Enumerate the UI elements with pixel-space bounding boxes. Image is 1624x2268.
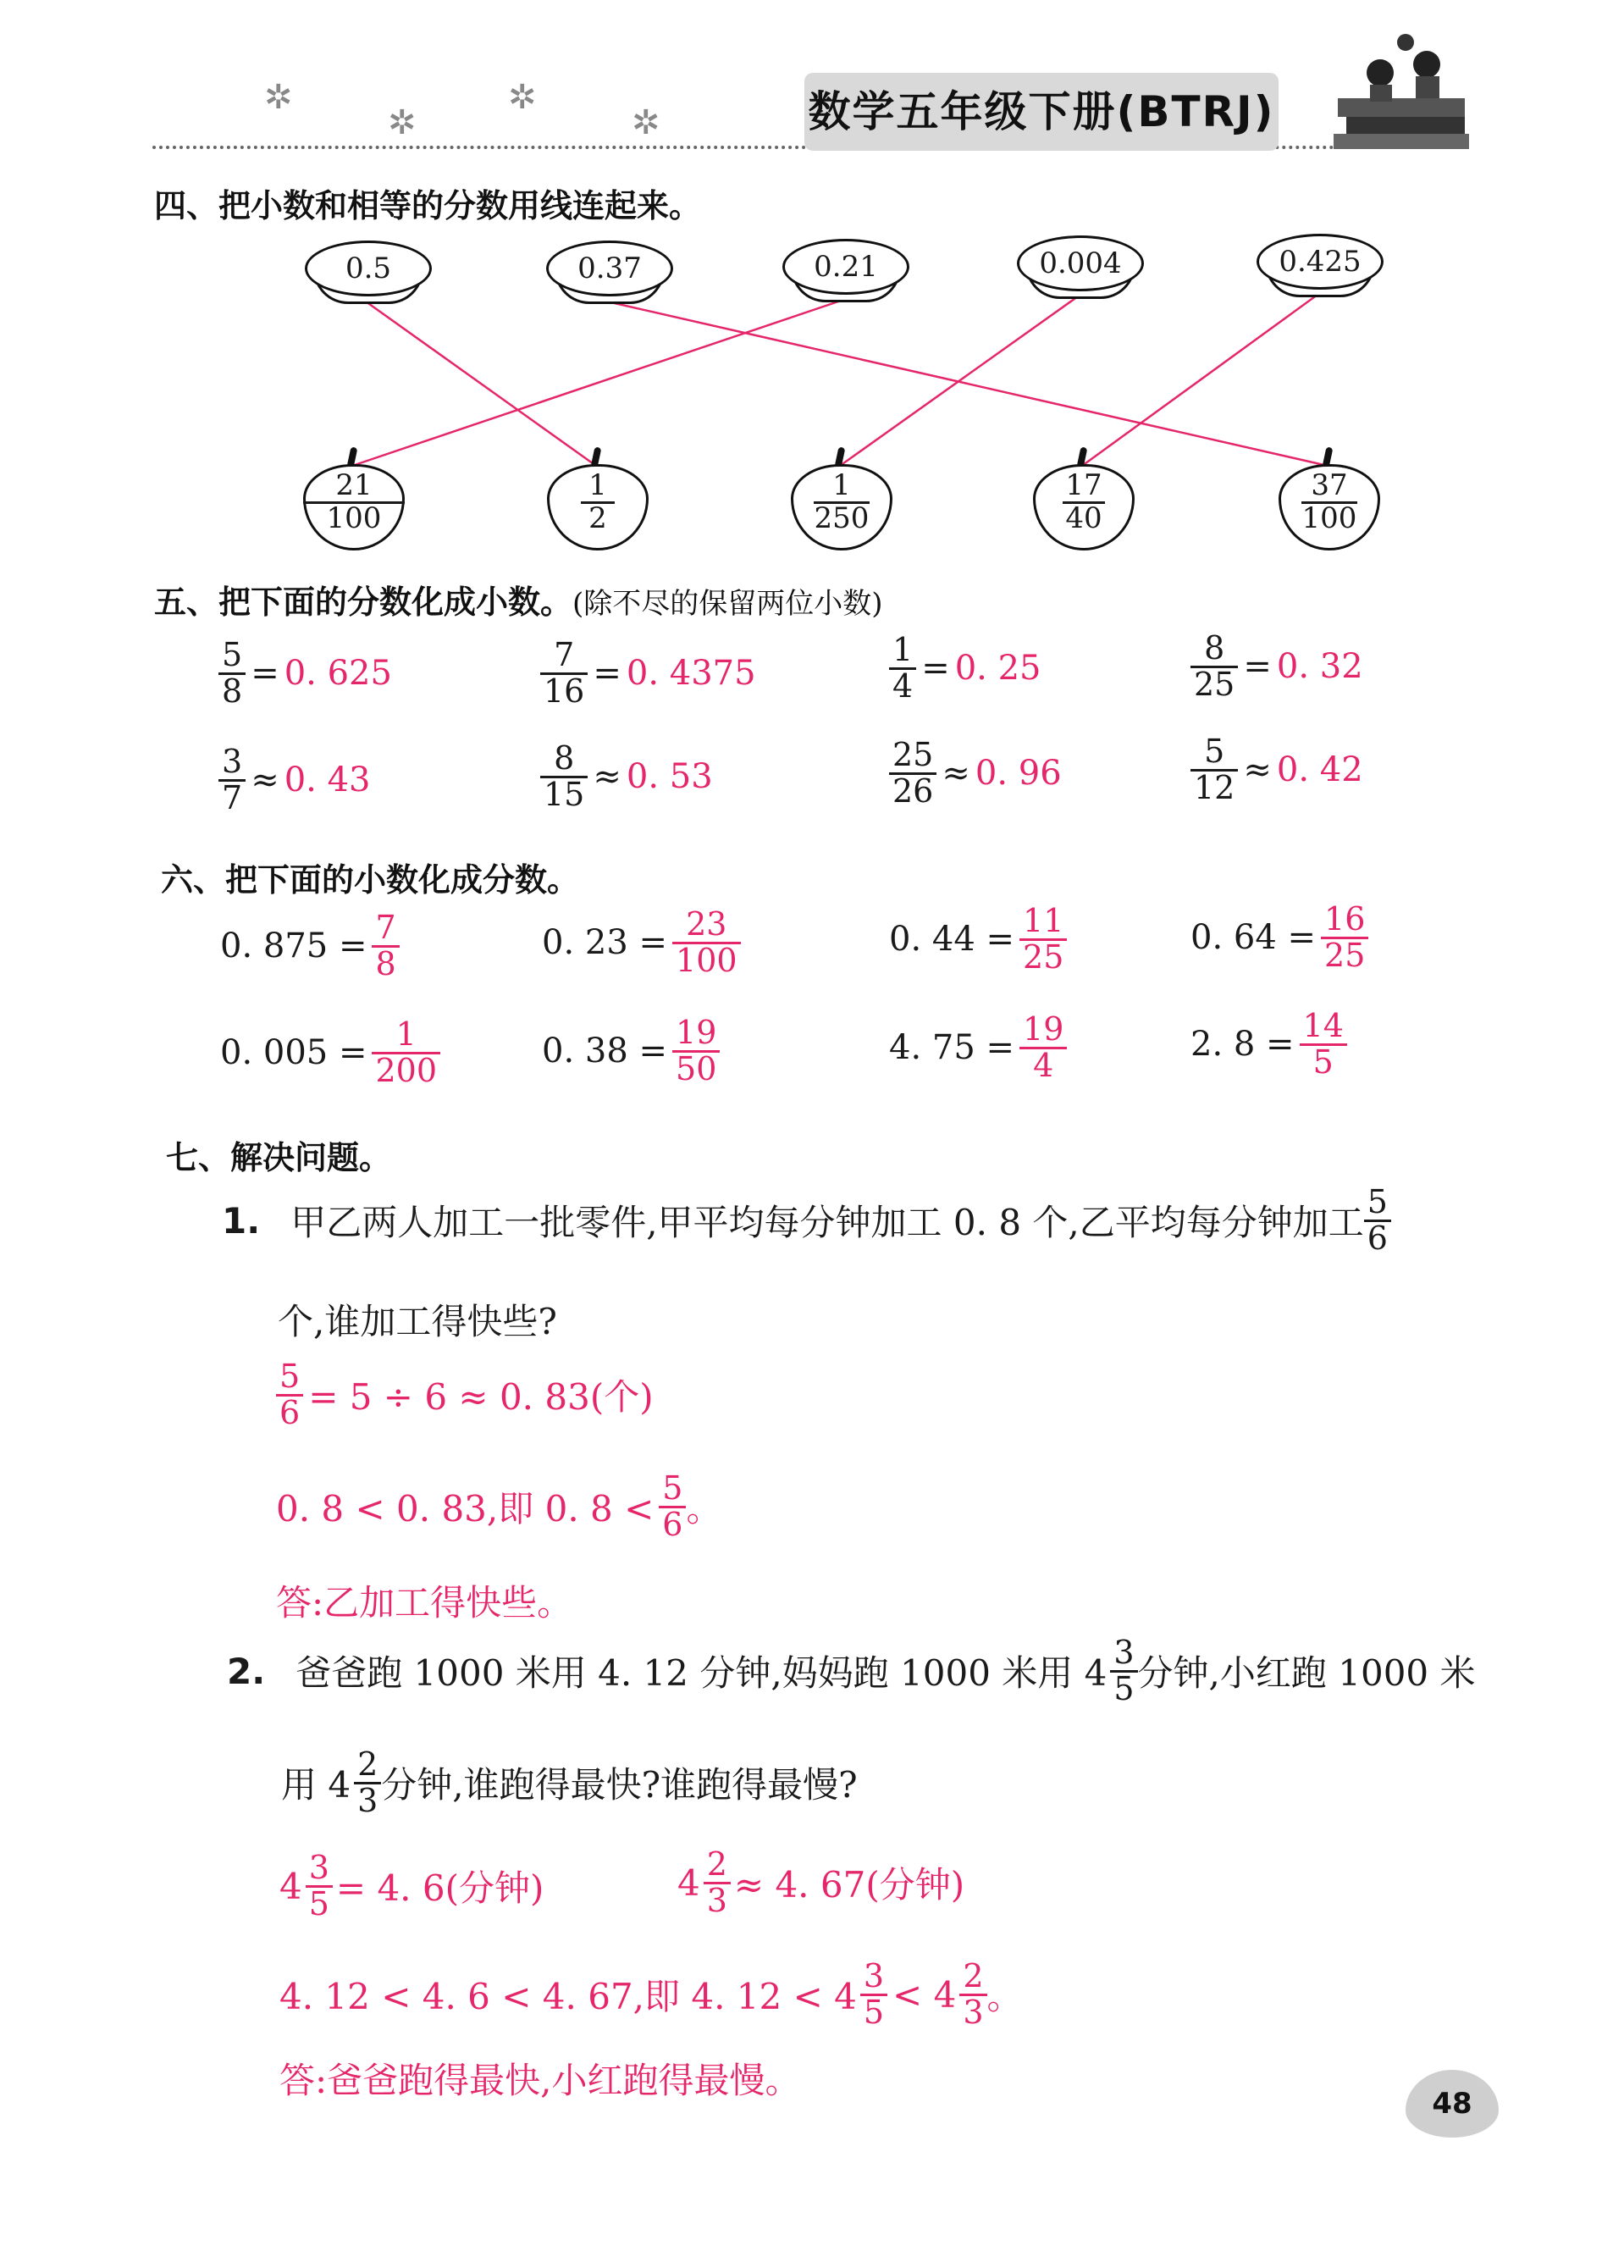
decimal-to-fraction-item: 0. 23 = $\frac{23}{100}$ [542,908,741,978]
flower-decoration-icon: ✲ [632,103,660,142]
fraction-apple: 1 2 [547,452,649,545]
decimal-bowl: 0.21 [782,239,909,301]
fraction-to-decimal-item: $\frac{8}{15}$ ≈ 0. 53 [540,742,713,812]
fraction-to-decimal-item: $\frac{3}{7}$ ≈ 0. 43 [218,745,370,816]
fraction-apple: 21 100 [303,452,405,545]
decimal-bowl: 0.5 [305,241,432,303]
decimal-to-fraction-item: 0. 64 = $\frac{16}{25}$ [1190,903,1368,973]
match-line [1082,295,1317,466]
fraction-apple: 17 40 [1033,452,1135,545]
page-number: 48 [1406,2070,1499,2138]
fraction-to-decimal-item: $\frac{7}{16}$ = 0. 4375 [540,639,756,709]
decimal-bowl: 0.37 [546,241,673,303]
fraction-to-decimal-item: $\frac{5}{8}$ = 0. 625 [218,639,392,709]
decimal-to-fraction-item: 0. 38 = $\frac{19}{50}$ [542,1016,720,1087]
fraction-to-decimal-item: $\frac{8}{25}$ = 0. 32 [1190,632,1363,702]
fraction-to-decimal-item: $\frac{1}{4}$ = 0. 25 [889,633,1041,704]
fraction-apple: 1 250 [791,452,892,545]
decimal-bowl: 0.004 [1017,235,1144,298]
match-line [352,300,843,466]
question-1-answer-step-2: 0. 8 < 0. 83,即 0. 8 < $\frac{5}{6}$ 。 [276,1469,722,1543]
flower-decoration-icon: ✲ [264,78,293,117]
match-line [366,301,596,466]
question-1-line-2: 个,谁加工得快些? [278,1301,557,1342]
question-2-line-1: 2. 爸爸跑 1000 米用 4. 12 分钟,妈妈跑 1000 米用 4 $\frac{3}{5}$ 分钟,小红跑 1000 米 [227,1634,1476,1707]
question-1-line-1: 1. 甲乙两人加工一批零件,甲平均每分钟加工 0. 8 个,乙平均每分钟加工 $\frac{5}{6}$ [222,1186,1391,1256]
match-line [607,301,1328,466]
section-6-title: 六、把下面的小数化成分数。 [161,861,580,899]
question-2-answer-step-3: 4. 12 < 4. 6 < 4. 67,即 4. 12 < 4 $\frac{3}{5}$ < 4 $\frac{2}{3}$ 。 [279,1957,1023,2031]
flower-decoration-icon: ✲ [508,78,537,117]
flower-decoration-icon: ✲ [388,103,417,142]
fraction-to-decimal-item: $\frac{5}{12}$ ≈ 0. 42 [1190,735,1363,805]
fraction-to-decimal-item: $\frac{25}{26}$ ≈ 0. 96 [889,738,1062,809]
question-2-answer: 答:爸爸跑得最快,小红跑得最慢。 [279,2060,801,2101]
decimal-to-fraction-item: 0. 875 = $\frac{7}{8}$ [220,911,400,982]
fraction-apple: 37 100 [1279,452,1380,545]
decimal-to-fraction-item: 4. 75 = $\frac{19}{4}$ [889,1013,1067,1083]
question-1-answer: 答:乙加工得快些。 [276,1582,573,1624]
question-2-answer-step-2: 4 $\frac{2}{3}$ ≈ 4. 67(分钟) [677,1845,965,1919]
question-2-line-2: 用 4 $\frac{2}{3}$ 分钟,谁跑得最快?谁跑得最慢? [281,1745,858,1819]
question-1-answer-step-1: $\frac{5}{6}$ = 5 ÷ 6 ≈ 0. 83(个) [276,1360,654,1430]
book-title: 数学五年级下册(BTRJ) [804,73,1279,151]
section-7-title: 七、解决问题。 [166,1139,392,1176]
decimal-to-fraction-item: 0. 44 = $\frac{11}{25}$ [889,904,1067,975]
match-line [840,296,1078,466]
decimal-to-fraction-item: 2. 8 = $\frac{14}{5}$ [1190,1010,1347,1080]
decimal-bowl: 0.425 [1257,234,1384,296]
decimal-to-fraction-item: 0. 005 = $\frac{1}{200}$ [220,1018,440,1088]
question-2-answer-step-1: 4 $\frac{3}{5}$ = 4. 6(分钟) [279,1849,544,1922]
section-5-title: 五、把下面的分数化成小数。(除不尽的保留两位小数) [154,584,883,621]
section-4-title: 四、把小数和相等的分数用线连起来。 [154,187,702,224]
